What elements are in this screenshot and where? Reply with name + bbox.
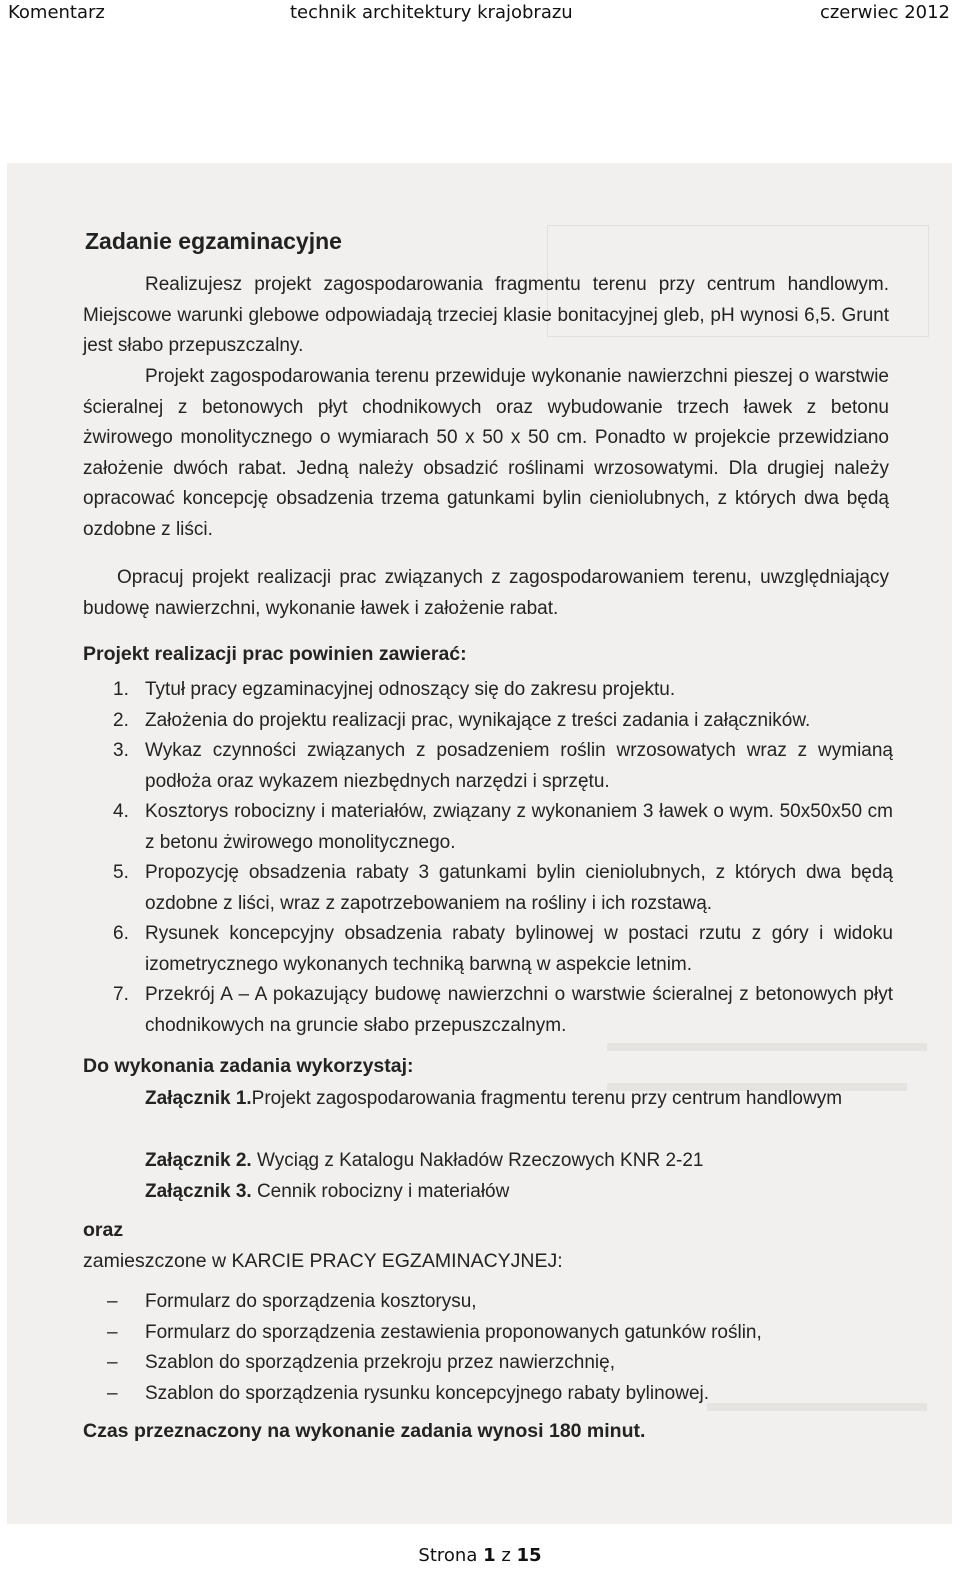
list-item bbox=[83, 919, 893, 980]
attachment-label: Załącznik 2. bbox=[145, 1150, 252, 1171]
list-item bbox=[83, 736, 893, 797]
document-title: Zadanie egzaminacyjne bbox=[85, 228, 342, 254]
list-number: 2. bbox=[113, 709, 129, 731]
footer-page-number: 1 bbox=[483, 1545, 496, 1566]
dash-bullet: – bbox=[107, 1382, 118, 1404]
list-text: Rysunek koncepcyjny obsadzenia rabaty bylinowej w postaci rzutu z góry i widoku izometrycznego wykonanych techniką barwną w aspekcie letnim. bbox=[145, 923, 893, 975]
attachment-label: Załącznik 1. bbox=[145, 1088, 252, 1109]
card-intro: zamieszczone w KARCIE PRACY EGZAMINACYJNEJ: bbox=[83, 1250, 563, 1272]
paragraph-project: Projekt zagospodarowania terenu przewiduje wykonanie nawierzchni pieszej o warstwie ścieralnej z betonowych płyt chodnikowych oraz wybudowanie trzech ławek z betonu żwirowego monolitycznego o wymiarach 50 x 50 x 50 cm. Ponadto w projekcie przewidziano założenie dwóch rabat. Jedną należy obsadzić roślinami wrzosowatymi. Dla drugiej należy opracować koncepcję obsadzenia trzema gatunkami bylin cieniolubnych, z których dwa będą ozdobne z liści. bbox=[83, 366, 889, 540]
attachment-3 bbox=[145, 1177, 865, 1208]
list-text: Szablon do sporządzenia rysunku koncepcyjnego rabaty bylinowej. bbox=[145, 1382, 710, 1404]
project-heading: Projekt realizacji prac powinien zawierać: bbox=[83, 643, 467, 665]
list-number: 5. bbox=[113, 862, 129, 883]
footer-page-total: 15 bbox=[516, 1545, 542, 1566]
attachment-1 bbox=[145, 1084, 865, 1115]
footer-prefix: Strona bbox=[418, 1545, 484, 1566]
requirements-list bbox=[83, 675, 893, 1041]
list-number: 6. bbox=[113, 923, 129, 944]
dash-bullet: – bbox=[107, 1352, 118, 1373]
forms-list bbox=[107, 1287, 887, 1409]
paragraph-task: Opracuj projekt realizacji prac związanych z zagospodarowaniem terenu, uwzględniający budowę nawierzchni, wykonanie ławek i założenie rabat. bbox=[83, 567, 889, 619]
dash-bullet: – bbox=[107, 1321, 118, 1343]
list-text: Wykaz czynności związanych z posadzeniem roślin wrzosowatych wraz z wymianą podłoża oraz wykazem niezbędnych narzędzi i sprzętu. bbox=[145, 740, 893, 792]
list-item bbox=[83, 797, 893, 858]
header-left: Komentarz bbox=[8, 2, 105, 23]
attachment-text: Wyciąg z Katalogu Nakładów Rzeczowych KNR 2-21 bbox=[251, 1150, 704, 1171]
list-text: Propozycję obsadzenia rabaty 3 gatunkami bylin cieniolubnych, z których dwa będą ozdobne z liści, wraz z zapotrzebowaniem na rośliny i ich rozstawą. bbox=[145, 862, 893, 914]
paragraph-intro: Realizujesz projekt zagospodarowania fragmentu terenu przy centrum handlowym. Miejscowe warunki glebowe odpowiadają trzeciej klasie bonitacyjnej gleb, pH wynosi 6,5. Grunt jest słabo przepuszczalny. bbox=[83, 274, 889, 356]
list-text: Formularz do sporządzenia zestawienia proponowanych gatunków roślin, bbox=[145, 1321, 762, 1343]
attachment-label: Załącznik 3. bbox=[145, 1181, 252, 1202]
page-header bbox=[0, 0, 960, 26]
list-item bbox=[107, 1318, 887, 1349]
attachment-text: Cennik robocizny i materiałów bbox=[251, 1181, 510, 1202]
oraz-label: oraz bbox=[83, 1219, 124, 1241]
list-item bbox=[107, 1379, 887, 1410]
header-right: czerwiec 2012 bbox=[819, 2, 950, 23]
attachment-2 bbox=[145, 1146, 865, 1177]
scanned-page bbox=[7, 163, 952, 1524]
header-center: technik architektury krajobrazu bbox=[290, 2, 573, 23]
list-number: 3. bbox=[113, 740, 129, 761]
use-heading: Do wykonania zadania wykorzystaj: bbox=[83, 1055, 414, 1077]
list-text: Szablon do sporządzenia przekroju przez nawierzchnię, bbox=[145, 1352, 615, 1373]
list-text: Założenia do projektu realizacji prac, wynikające z treści zadania i załączników. bbox=[145, 709, 811, 731]
footer-middle: z bbox=[495, 1545, 517, 1566]
page-footer bbox=[0, 1545, 960, 1566]
list-item bbox=[107, 1348, 887, 1379]
list-item bbox=[83, 980, 893, 1041]
list-text: Kosztorys robocizny i materiałów, związany z wykonaniem 3 ławek o wym. 50x50x50 cm z betonu żwirowego monolitycznego. bbox=[145, 801, 893, 853]
list-item bbox=[83, 858, 893, 919]
list-number: 4. bbox=[113, 801, 129, 822]
time-note: Czas przeznaczony na wykonanie zadania wynosi 180 minut. bbox=[83, 1420, 646, 1442]
list-item bbox=[83, 675, 893, 706]
list-number: 1. bbox=[113, 679, 129, 700]
document-body bbox=[7, 163, 952, 1524]
list-text: Formularz do sporządzenia kosztorysu, bbox=[145, 1291, 477, 1312]
list-item bbox=[83, 706, 893, 737]
attachment-text: Projekt zagospodarowania fragmentu terenu przy centrum handlowym bbox=[251, 1088, 843, 1109]
dash-bullet: – bbox=[107, 1291, 118, 1312]
list-item bbox=[107, 1287, 887, 1318]
list-text: Przekrój A – A pokazujący budowę nawierzchni o warstwie ścieralnej z betonowych płyt chodnikowych na gruncie słabo przepuszczalnym. bbox=[145, 984, 893, 1036]
list-number: 7. bbox=[113, 984, 129, 1005]
list-text: Tytuł pracy egzaminacyjnej odnoszący się do zakresu projektu. bbox=[145, 679, 676, 700]
